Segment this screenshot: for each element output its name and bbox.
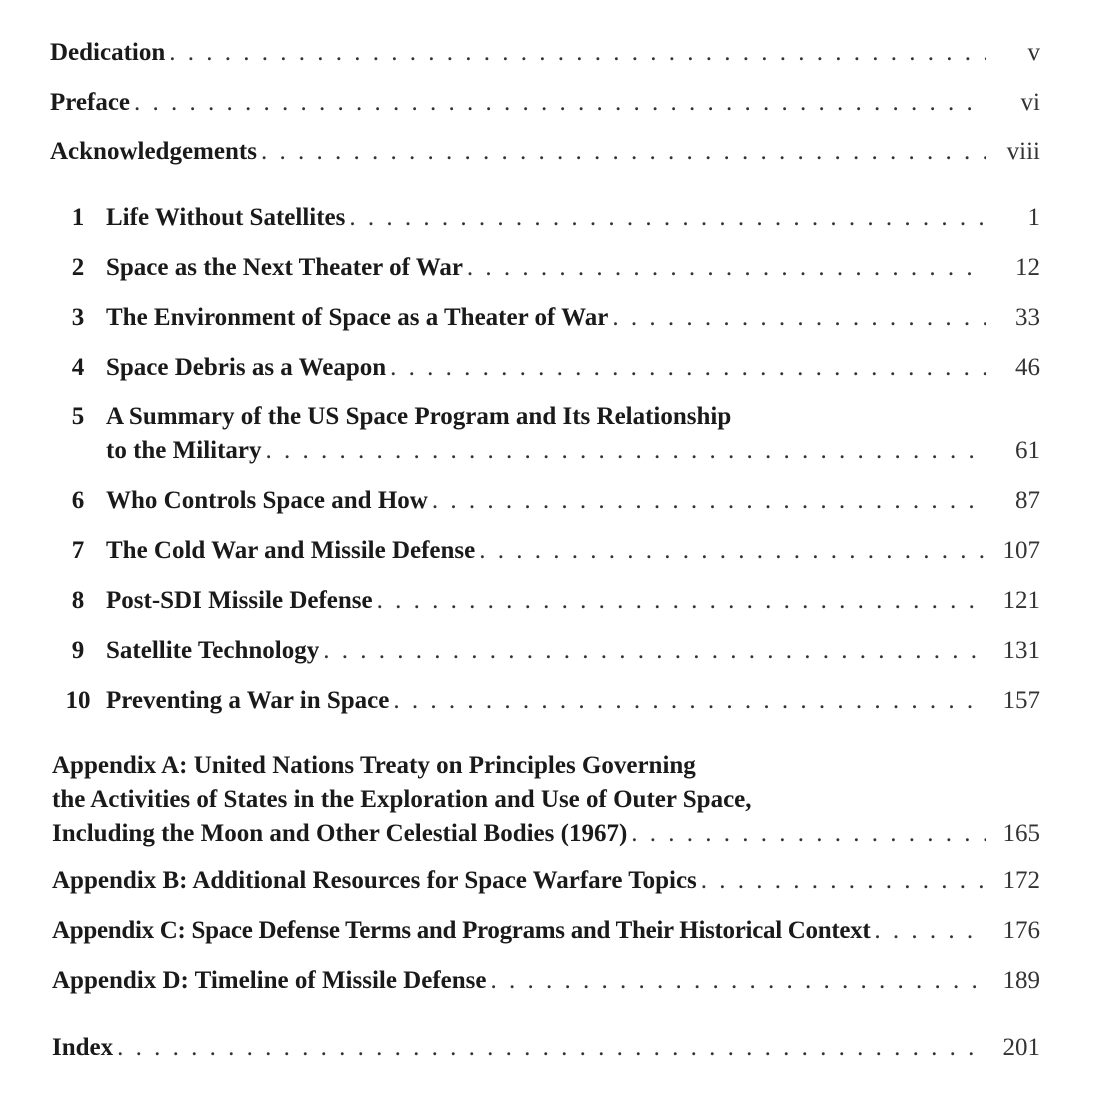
- toc-entry-chapter-7[interactable]: [50, 534, 1040, 568]
- toc-entry-chapter-10[interactable]: [50, 684, 1040, 718]
- toc-entry-acknowledgements[interactable]: [50, 135, 1040, 169]
- entry-title: Appendix B: Additional Resources for Space Warfare Topics: [52, 867, 697, 894]
- entry-title: Satellite Technology: [106, 637, 320, 664]
- dot-leader: [261, 135, 986, 169]
- page-number: 107: [1002, 537, 1040, 564]
- chapter-number: 6: [71, 487, 85, 514]
- entry-title: Space as the Next Theater of War: [106, 254, 463, 281]
- page-number: viii: [1006, 138, 1040, 165]
- page-number: 201: [1002, 1034, 1040, 1061]
- page-number: 33: [1015, 304, 1040, 331]
- toc-entry-appendix-a[interactable]: [52, 749, 1040, 851]
- dot-leader: [390, 351, 986, 385]
- page-number: 157: [1002, 687, 1040, 714]
- entry-title: Life Without Satellites: [106, 204, 346, 231]
- entry-title: Appendix D: Timeline of Missile Defense: [52, 967, 487, 994]
- dot-leader: [323, 634, 986, 668]
- toc-entry-chapter-1[interactable]: [50, 201, 1040, 235]
- dot-leader: [631, 817, 986, 851]
- toc-entry-chapter-6[interactable]: [50, 484, 1040, 518]
- entry-title-line-1: Appendix A: United Nations Treaty on Principles Governing: [52, 752, 696, 779]
- dot-leader: [491, 964, 987, 998]
- dot-leader: [393, 684, 986, 718]
- entry-title: Index: [52, 1034, 114, 1061]
- chapter-number: 10: [65, 687, 91, 714]
- page-number: vi: [1020, 89, 1040, 116]
- entry-title: Dedication: [50, 39, 166, 66]
- toc-entry-appendix-c[interactable]: [52, 914, 1040, 948]
- dot-leader: [134, 86, 986, 120]
- dot-leader: [432, 484, 986, 518]
- entry-title-line-1: A Summary of the US Space Program and Its Relationship: [106, 403, 732, 430]
- page-number: 176: [1002, 917, 1040, 944]
- chapter-number: 5: [71, 403, 85, 430]
- entry-title: Acknowledgements: [50, 138, 257, 165]
- toc-entry-appendix-d[interactable]: [52, 964, 1040, 998]
- entry-title: Post-SDI Missile Defense: [106, 587, 373, 614]
- dot-leader: [467, 251, 986, 285]
- entry-title: The Cold War and Missile Defense: [106, 537, 476, 564]
- page-number: 165: [1002, 820, 1040, 847]
- dot-leader: [479, 534, 986, 568]
- page-number: 46: [1015, 354, 1040, 381]
- page-number: 172: [1002, 867, 1040, 894]
- entry-title: Appendix C: Space Defense Terms and Programs and Their Historical Context: [52, 917, 871, 944]
- dot-leader: [377, 584, 986, 618]
- dot-leader: [701, 864, 986, 898]
- chapter-number: 7: [71, 537, 85, 564]
- dot-leader: [117, 1031, 986, 1065]
- toc-entry-index[interactable]: [52, 1031, 1040, 1065]
- entry-title: Preface: [50, 89, 131, 116]
- toc-entry-chapter-8[interactable]: [50, 584, 1040, 618]
- entry-title: Space Debris as a Weapon: [106, 354, 387, 381]
- page-number: 61: [1015, 437, 1040, 464]
- chapter-number: 9: [71, 637, 85, 664]
- toc-entry-chapter-2[interactable]: [50, 251, 1040, 285]
- page-number: 121: [1002, 587, 1040, 614]
- page-number: 189: [1002, 967, 1040, 994]
- dot-leader: [874, 914, 986, 948]
- dot-leader: [169, 36, 986, 70]
- entry-title-line-2: to the Military: [106, 437, 262, 464]
- toc-entry-chapter-9[interactable]: [50, 634, 1040, 668]
- toc-entry-chapter-4[interactable]: [50, 351, 1040, 385]
- toc-entry-appendix-b[interactable]: [52, 864, 1040, 898]
- dot-leader: [266, 434, 986, 468]
- entry-title-line-3: Including the Moon and Other Celestial Bodies (1967): [52, 820, 628, 847]
- toc-entry-chapter-3[interactable]: [50, 301, 1040, 335]
- dot-leader: [349, 201, 986, 235]
- page-number: 131: [1002, 637, 1040, 664]
- entry-title-line-2: the Activities of States in the Exploration and Use of Outer Space,: [52, 786, 752, 813]
- page-number: v: [1027, 39, 1040, 66]
- toc-entry-preface[interactable]: [50, 86, 1040, 120]
- chapter-number: 8: [71, 587, 85, 614]
- dot-leader: [612, 301, 986, 335]
- toc-entry-chapter-5[interactable]: [50, 400, 1040, 468]
- page-number: 1: [1027, 204, 1040, 231]
- chapter-number: 1: [71, 204, 85, 231]
- chapter-number: 4: [71, 354, 85, 381]
- chapter-number: 3: [71, 304, 85, 331]
- entry-title: Who Controls Space and How: [106, 487, 428, 514]
- page-number: 12: [1015, 254, 1040, 281]
- entry-title: The Environment of Space as a Theater of War: [106, 304, 609, 331]
- page-number: 87: [1015, 487, 1040, 514]
- entry-title: Preventing a War in Space: [106, 687, 390, 714]
- chapter-number: 2: [71, 254, 85, 281]
- toc-entry-dedication[interactable]: [50, 36, 1040, 70]
